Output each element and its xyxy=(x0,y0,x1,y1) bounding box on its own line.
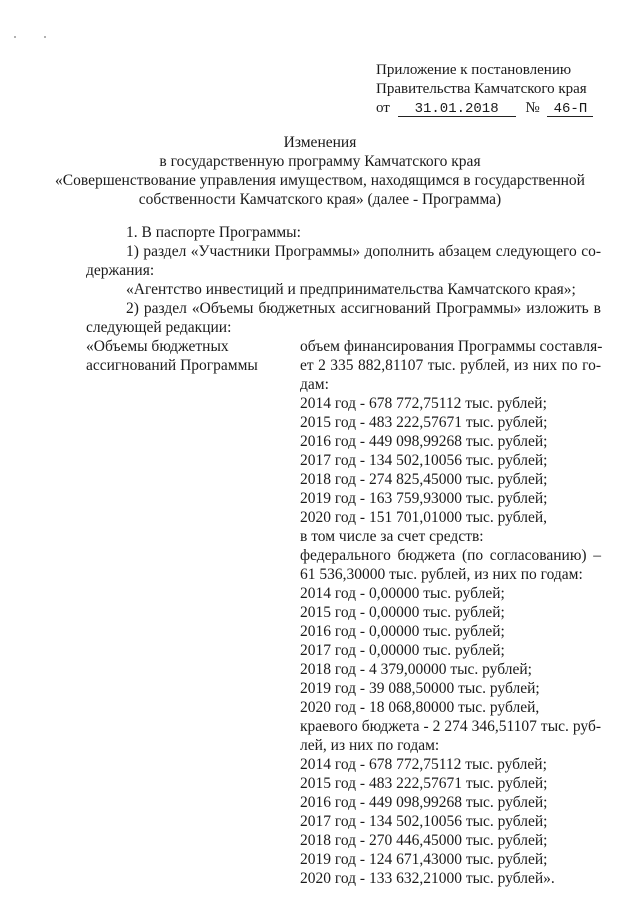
appendix-line-1: Приложение к постановлению xyxy=(376,62,572,78)
table-right-line: 2014 год - 0,00000 тыс. рублей; xyxy=(300,585,505,602)
paragraph-3: «Агентство инвестиций и предпринимательства Камчатского края»; xyxy=(126,281,576,298)
table-right-line: 2018 год - 4 379,00000 тыс. рублей; xyxy=(300,661,532,678)
table-right-line: 2015 год - 0,00000 тыс. рублей; xyxy=(300,604,505,621)
table-right-line: в том числе за счет средств: xyxy=(300,528,484,545)
table-right-line: краевого бюджета - 2 274 346,51107 тыс. руб- xyxy=(300,718,601,735)
title-line-1: Изменения xyxy=(283,134,357,151)
table-right-line: дам: xyxy=(300,376,329,393)
table-right-line: 2019 год - 124 671,43000 тыс. рублей; xyxy=(300,851,548,868)
table-right-line: 2016 год - 449 098,99268 тыс. рублей; xyxy=(300,794,548,811)
paragraph-1: 1. В паспорте Программы: xyxy=(126,224,301,241)
table-right-line: 2017 год - 134 502,10056 тыс. рублей; xyxy=(300,813,548,830)
table-right-line: 2016 год - 0,00000 тыс. рублей; xyxy=(300,623,505,640)
from-label: от xyxy=(376,100,390,116)
table-right-line: 61 536,30000 тыс. рублей, из них по годам: xyxy=(300,566,583,583)
number-label: № xyxy=(525,100,540,116)
scan-speck xyxy=(44,36,46,38)
table-right-line: 2017 год - 134 502,10056 тыс. рублей; xyxy=(300,452,548,469)
scan-speck xyxy=(14,36,16,38)
table-left-line-2: ассигнований Программы xyxy=(86,357,258,374)
table-right-line: объем финансирования Программы составля- xyxy=(300,338,603,355)
table-right-line: 2017 год - 0,00000 тыс. рублей; xyxy=(300,642,505,659)
table-right-line: 2019 год - 163 759,93000 тыс. рублей; xyxy=(300,490,548,507)
table-right-line: 2016 год - 449 098,99268 тыс. рублей; xyxy=(300,433,548,450)
table-right-line: 2020 год - 133 632,21000 тыс. рублей». xyxy=(300,870,555,887)
table-right-line: ет 2 335 882,81107 тыс. рублей, из них по го- xyxy=(300,357,601,374)
table-right-line: 2018 год - 274 825,45000 тыс. рублей; xyxy=(300,471,548,488)
resolution-number: 46-П xyxy=(547,102,593,117)
table-right-line: 2019 год - 39 088,50000 тыс. рублей; xyxy=(300,680,540,697)
title-line-4: собственности Камчатского края» (далее - Программа) xyxy=(138,191,502,208)
title-line-2: в государственную программу Камчатского края xyxy=(159,153,481,170)
table-right-line: лей, из них по годам: xyxy=(300,737,440,754)
paragraph-4-line-1: 2) раздел «Объемы бюджетных ассигнований Программы» изложить в xyxy=(126,300,601,317)
table-right-line: 2020 год - 151 701,01000 тыс. рублей, xyxy=(300,509,548,526)
table-right-line: 2014 год - 678 772,75112 тыс. рублей; xyxy=(300,395,547,412)
paragraph-2-line-1: 1) раздел «Участники Программы» дополнить абзацем следующего со- xyxy=(126,243,601,260)
resolution-date: 31.01.2018 xyxy=(398,102,516,117)
title-line-3: «Совершенствование управления имуществом, находящимся в государственной xyxy=(55,172,585,189)
table-right-line: 2014 год - 678 772,75112 тыс. рублей; xyxy=(300,756,547,773)
table-right-line: 2015 год - 483 222,57671 тыс. рублей; xyxy=(300,414,548,431)
paragraph-2-line-2: держания: xyxy=(86,262,155,279)
appendix-line-2: Правительства Камчатского края xyxy=(376,81,587,97)
appendix-date-line xyxy=(376,100,593,117)
table-right-line: федерального бюджета (по согласованию) – xyxy=(300,547,601,564)
table-right-line: 2018 год - 270 446,45000 тыс. рублей; xyxy=(300,832,548,849)
paragraph-4-line-2: следующей редакции: xyxy=(86,319,232,336)
table-right-line: 2020 год - 18 068,80000 тыс. рублей, xyxy=(300,699,540,716)
table-left-line-1: «Объемы бюджетных xyxy=(86,338,229,355)
table-right-line: 2015 год - 483 222,57671 тыс. рублей; xyxy=(300,775,548,792)
